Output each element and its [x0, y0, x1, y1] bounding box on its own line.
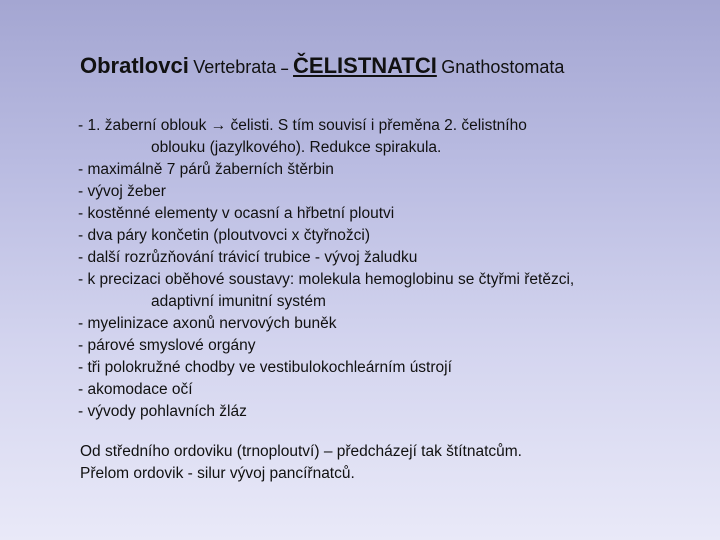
list-item	[78, 269, 574, 313]
slide-title	[80, 52, 564, 83]
feature-list	[78, 115, 574, 423]
title-main: Obratlovci	[80, 53, 189, 78]
list-item-text: - k precizaci oběhové soustavy: molekula hemoglobinu se čtyřmi řetězci,	[78, 271, 575, 288]
list-item-continuation: oblouku (jazylkového). Redukce spirakula.	[151, 139, 442, 156]
list-item-text: - 1. žaberní oblouk → čelisti. S tím souvisí i přeměna 2. čelistního	[78, 117, 527, 134]
list-item	[78, 247, 574, 269]
list-item	[78, 225, 574, 247]
footer-line-1: Od středního ordoviku (trnoploutví) – předcházejí tak štítnatcům.	[80, 443, 522, 460]
list-item-text: - další rozrůzňování trávicí trubice - vývoj žaludku	[78, 249, 418, 266]
list-item	[78, 115, 574, 159]
list-item-text: - vývody pohlavních žláz	[78, 403, 247, 420]
list-item-text: - dva páry končetin (ploutvovci x čtyřnožci)	[78, 227, 371, 244]
title-main-latin: Vertebrata	[193, 57, 277, 77]
title-dash: –	[280, 60, 289, 76]
list-item	[78, 313, 574, 335]
list-item	[78, 203, 574, 225]
list-item	[78, 335, 574, 357]
list-item	[78, 401, 574, 423]
list-item-text: - maximálně 7 párů žaberních štěrbin	[78, 161, 334, 178]
list-item-text: - tři polokružné chodby ve vestibulokochleárním ústrojí	[78, 359, 452, 376]
list-item	[78, 181, 574, 203]
list-item-continuation: adaptivní imunitní systém	[151, 293, 326, 310]
list-item-text: - myelinizace axonů nervových buněk	[78, 315, 337, 332]
list-item	[78, 357, 574, 379]
footer-line-2: Přelom ordovik - silur vývoj pancířnatců.	[80, 465, 355, 482]
list-item-text: - akomodace očí	[78, 381, 193, 398]
title-group: ČELISTNATCI	[293, 53, 437, 78]
footer-note	[80, 441, 522, 485]
title-group-latin: Gnathostomata	[441, 57, 565, 77]
list-item-text: - kostěnné elementy v ocasní a hřbetní ploutvi	[78, 205, 395, 222]
list-item-text: - vývoj žeber	[78, 183, 166, 200]
list-item	[78, 379, 574, 401]
list-item	[78, 159, 574, 181]
list-item-text: - párové smyslové orgány	[78, 337, 256, 354]
